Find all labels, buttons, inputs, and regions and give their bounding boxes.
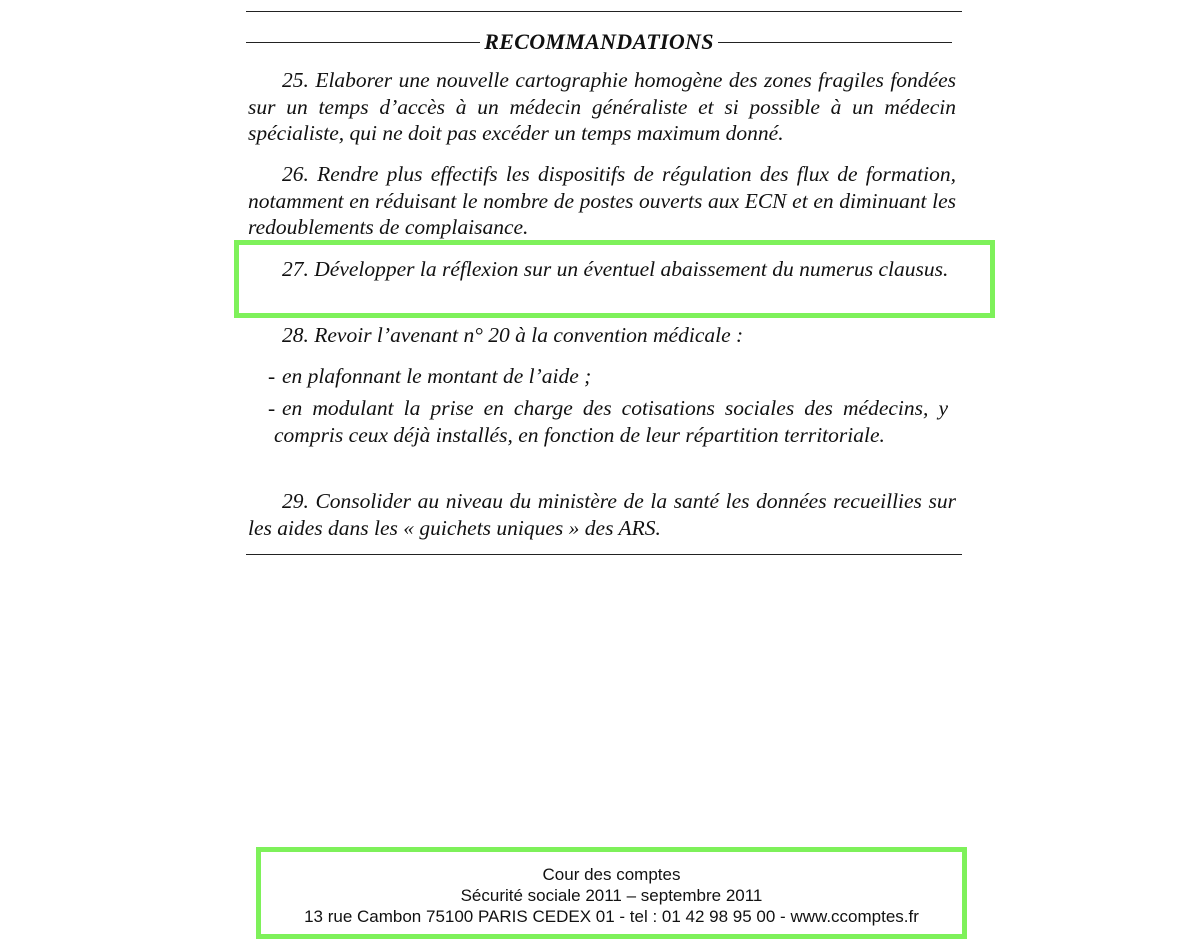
recommendation-28: 28. Revoir l’avenant n° 20 à la convention médicale : xyxy=(282,323,744,347)
highlight-box-footer xyxy=(256,847,967,939)
recommendation-29: 29. Consolider au niveau du ministère de la santé les données recueillies sur les aides dans les « guichets uniques » des ARS. xyxy=(248,489,956,540)
dash-bullet: - xyxy=(268,364,276,388)
dash-bullet: - xyxy=(268,396,276,420)
section-title-row xyxy=(246,28,952,56)
recommendation-28-item-2 xyxy=(268,395,948,448)
footer-address: 13 rue Cambon 75100 PARIS CEDEX 01 - tel : 01 42 98 95 00 - www.ccomptes.fr xyxy=(304,907,919,926)
footer-org: Cour des comptes xyxy=(542,865,681,884)
bottom-rule xyxy=(246,554,962,555)
top-rule xyxy=(246,11,962,12)
recommendation-27: 27. Développer la réflexion sur un éventuel abaissement du numerus clausus. xyxy=(282,257,949,281)
recommendation-26: 26. Rendre plus effectifs les dispositifs de régulation des flux de formation, notamment en réduisant le nombre de postes ouverts aux ECN et en diminuant les redoublements de complaisance. xyxy=(248,162,956,239)
title-right-line xyxy=(718,42,952,43)
section-title: RECOMMANDATIONS xyxy=(484,29,714,54)
title-left-line xyxy=(246,42,480,43)
recommendation-28-item-2-text: en modulant la prise en charge des cotisations sociales des médecins, y compris ceux déjà installés, en fonction de leur répartition territoriale. xyxy=(274,396,948,447)
highlight-box-recommendation-27 xyxy=(234,240,995,318)
footer-publication: Sécurité sociale 2011 – septembre 2011 xyxy=(460,886,763,905)
recommendation-28-item-1-text: en plafonnant le montant de l’aide ; xyxy=(282,364,592,388)
recommendation-28-item-1 xyxy=(268,363,948,390)
recommendation-25: 25. Elaborer une nouvelle cartographie homogène des zones fragiles fondées sur un temps d’accès à un médecin généraliste et si possible à un médecin spécialiste, qui ne doit pas excéder un temps maximum donné. xyxy=(248,68,956,145)
